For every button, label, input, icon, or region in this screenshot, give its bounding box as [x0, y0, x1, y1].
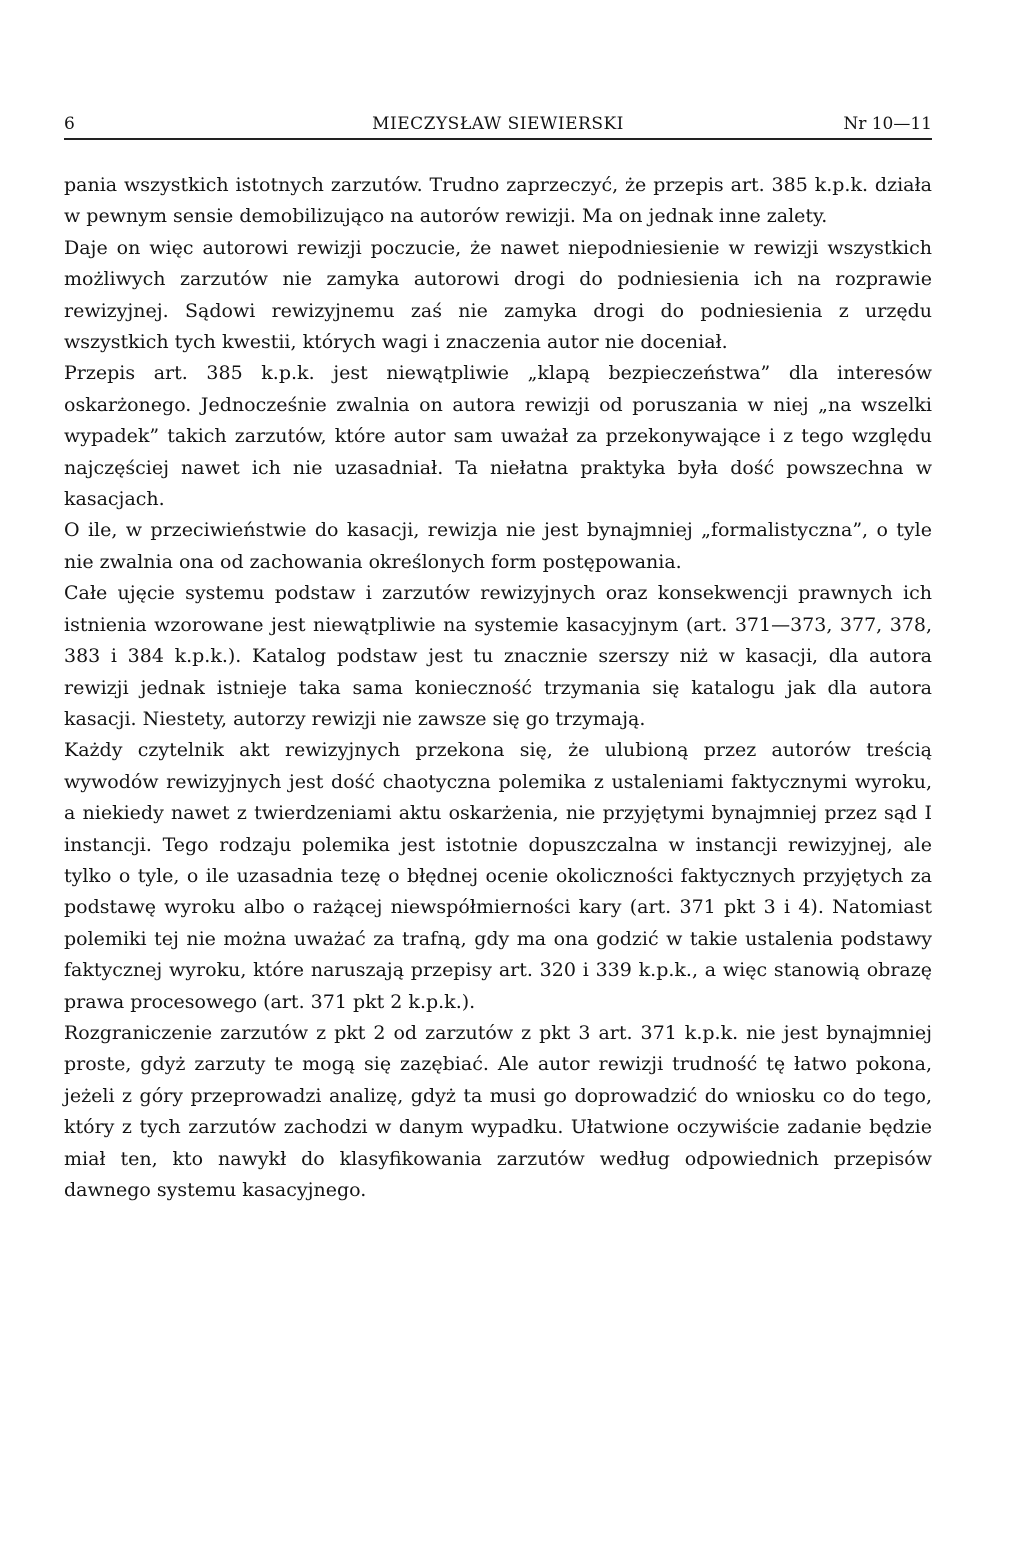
paragraph-2: Daje on więc autorowi rewizji poczucie, że nawet niepodniesienie w rewizji wszystkich możliwych zarzutów nie zamyka autorowi drogi do podniesienia ich na rozprawie rewizyjnej. Sądowi rewizyjnemu zaś nie zamyka drogi do podniesienia z urzędu wszystkich tych kwestii, których wagi i znaczenia autor nie doceniał. [64, 236, 932, 354]
paragraph-4: O ile, w przeciwieństwie do kasacji, rewizja nie jest bynajmniej „formalistyczna”, o tyle nie zwalnia ona od zachowania określonych form postępowania. [64, 519, 932, 573]
running-head-author: MIECZYSŁAW SIEWIERSKI [372, 114, 624, 134]
paragraph-1: pania wszystkich istotnych zarzutów. Trudno zaprzeczyć, że przepis art. 385 k.p.k. działa w pewnym sensie demobilizująco na autorów rewizji. Ma on jednak inne zalety. [64, 174, 932, 228]
document-page [64, 108, 932, 1206]
paragraph-3: Przepis art. 385 k.p.k. jest niewątpliwie „klapą bezpieczeństwa” dla interesów oskarżonego. Jednocześnie zwalnia on autora rewizji od poruszania w niej „na wszelki wypadek” takich zarzutów, które autor sam uważał za przekonywające i z tego względu najczęściej nawet ich nie uzasadniał. Ta niełatna praktyka była dość powszechna w kasacjach. [64, 362, 932, 511]
running-header [64, 108, 932, 140]
body-text [64, 170, 932, 1206]
page-number: 6 [64, 114, 75, 134]
paragraph-7: Rozgraniczenie zarzutów z pkt 2 od zarzutów z pkt 3 art. 371 k.p.k. nie jest bynajmniej proste, gdyż zarzuty te mogą się zazębiać. Ale autor rewizji trudność tę łatwo pokona, jeżeli z góry przeprowadzi analizę, gdyż ta musi go doprowadzić do wniosku co do tego, który z tych zarzutów zachodzi w danym wypadku. Ułatwione oczywiście zadanie będzie miał ten, kto nawykł do klasyfikowania zarzutów według odpowiednich przepisów dawnego systemu kasacyjnego. [64, 1021, 932, 1201]
issue-number: Nr 10—11 [843, 114, 932, 134]
paragraph-5: Całe ujęcie systemu podstaw i zarzutów rewizyjnych oraz konsekwencji prawnych ich istnienia wzorowane jest niewątpliwie na systemie kasacyjnym (art. 371—373, 377, 378, 383 i 384 k.p.k.). Katalog podstaw jest tu znacznie szerszy niż w kasacji, dla autora rewizji jednak istnieje taka sama konieczność trzymania się katalogu jak dla autora kasacji. Niestety, autorzy rewizji nie zawsze się go trzymają. [64, 582, 932, 730]
paragraph-6: Każdy czytelnik akt rewizyjnych przekona się, że ulubioną przez autorów treścią wywodów rewizyjnych jest dość chaotyczna polemika z ustaleniami faktycznymi wyroku, a niekiedy nawet z twierdzeniami aktu oskarżenia, nie przyjętymi bynajmniej przez sąd I instancji. Tego rodzaju polemika jest istotnie dopuszczalna w instancji rewizyjnej, ale tylko o tyle, o ile uzasadnia tezę o błędnej ocenie okoliczności faktycznych przyjętych za podstawę wyroku albo o rażącej niewspółmierności kary (art. 371 pkt 3 i 4). Natomiast polemiki tej nie można uważać za trafną, gdy ma ona godzić w takie ustalenia podstawy faktycznej wyroku, które naruszają przepisy art. 320 i 339 k.p.k., a więc stanowią obrazę prawa procesowego (art. 371 pkt 2 k.p.k.). [64, 739, 932, 1013]
